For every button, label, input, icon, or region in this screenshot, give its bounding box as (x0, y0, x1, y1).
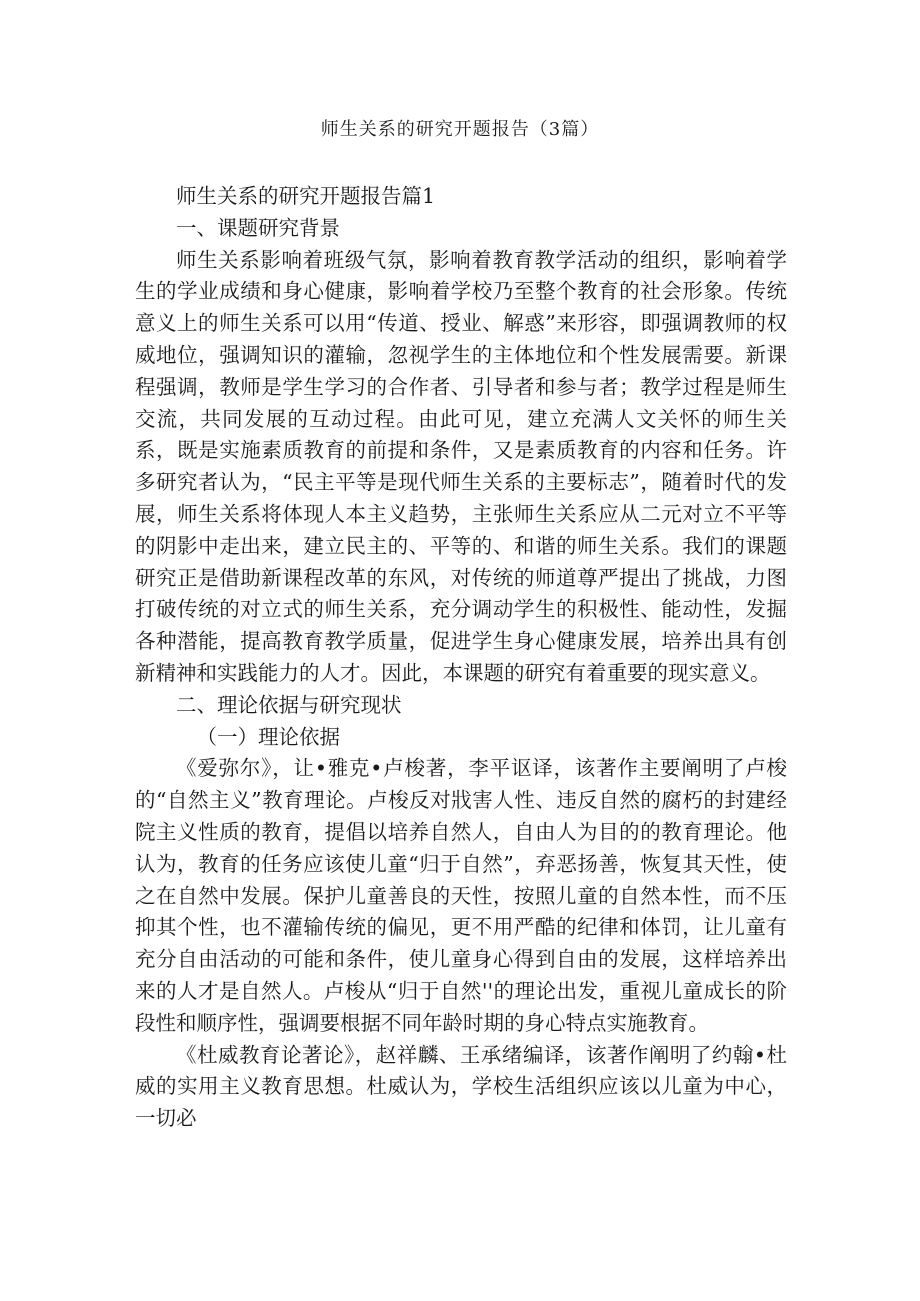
heading-theory-and-status: 二、理论依据与研究现状 (176, 692, 402, 717)
document-title: 师生关系的研究开题报告（3篇） (320, 119, 600, 140)
paragraph-emile: 《爱弥尔》，让•雅克•卢梭著，李平讴译，该著作主要阐明了卢梭的“自然主义”教育理论。卢梭反对戕害人性、违反自然的腐朽的封建经院主义性质的教育，提倡以培养自然人，自由人为目的的教育理论。他认为，教育的任务应该使儿童“归于自然”，弃恶扬善，恢复其天性，使之在自然中发展。保护儿童善良的天性，按照儿童的自然本性，而不压抑其个性，也不灌输传统的偏见，更不用严酷的纪律和体罚，让儿童有充分自由活动的可能和条件，使儿童身心得到自由的发展，这样培养出来的人才是自然人。卢梭从“归于自然''的理论出发，重视儿童成长的阶段性和顺序性，强调要根据不同年龄时期的身心特点实施教育。 (135, 756, 787, 1035)
section-title: 师生关系的研究开题报告篇1 (176, 184, 436, 208)
document-body (135, 181, 787, 1135)
paragraph-background: 师生关系影响着班级气氛，影响着教育教学活动的组织，影响着学生的学业成绩和身心健康，影响着学校乃至整个教育的社会形象。传统意义上的师生关系可以用“传道、授业、解惑”来形容，即强调教师的权威地位，强调知识的灌输，忽视学生的主体地位和个性发展需要。新课程强调，教师是学生学习的合作者、引导者和参与者；教学过程是师生交流，共同发展的互动过程。由此可见，建立充满人文关怀的师生关系，既是实施素质教育的前提和条件，又是素质教育的内容和任务。许多研究者认为，“民主平等是现代师生关系的主要标志”，随着时代的发展，师生关系将体现人本主义趋势，主张师生关系应从二元对立不平等的阴影中走出来，建立民主的、平等的、和谐的师生关系。我们的课题研究正是借助新课程改革的东风，对传统的师道尊严提出了挑战，力图打破传统的对立式的师生关系，充分调动学生的积极性、能动性，发掘各种潜能，提高教育教学质量，促进学生身心健康发展，培养出具有创新精神和实践能力的人才。因此，本课题的研究有着重要的现实意义。 (135, 247, 787, 685)
subheading-theoretical-basis: （一）理论依据 (196, 724, 340, 749)
paragraph-dewey: 《杜威教育论著论》，赵祥麟、王承绪编译，该著作阐明了约翰•杜威的实用主义教育思想。杜威认为，学校生活组织应该以儿童为中心，一切必 (135, 1042, 787, 1131)
heading-research-background: 一、课题研究背景 (176, 215, 340, 240)
